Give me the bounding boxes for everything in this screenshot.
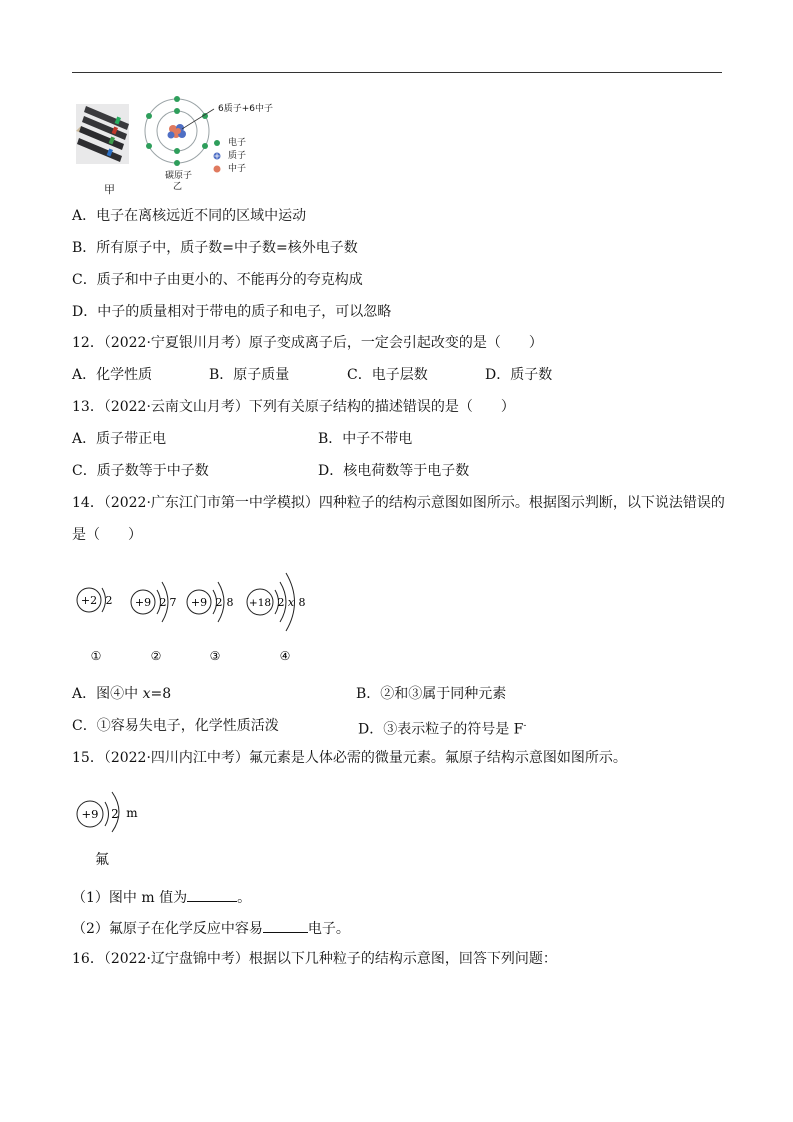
fluorine-shell-1: 2 (111, 807, 119, 821)
q11-option-c: C．质子和中子由更小的、不能再分的夸克构成 (72, 272, 363, 288)
fluorine-caption: 氟 (95, 852, 109, 868)
q14-option-a-var: x (142, 686, 151, 702)
particle-4-nucleus: +18 (248, 597, 272, 609)
q15-sub1 (72, 887, 251, 907)
q14-option-b: B．②和③属于同种元素 (356, 686, 507, 702)
fluorine-shell-2: m (126, 806, 138, 820)
q14-option-d-superscript: - (523, 721, 527, 731)
pencils-caption: 甲 (104, 183, 115, 196)
pencils-image (76, 104, 129, 164)
legend-electron: 电子 (228, 138, 247, 148)
q16-stem: 16．（2022·辽宁盘锦中考）根据以下几种粒子的结构示意图，回答下列问题： (72, 951, 557, 967)
q15-sub2-answer-blank[interactable] (263, 918, 308, 933)
particle-3-nucleus: +9 (190, 596, 208, 609)
legend-icons (212, 138, 222, 176)
particle-2-diagram (131, 582, 177, 663)
particle-1-shell-1: 2 (105, 594, 113, 607)
particle-2-shell-1: 2 (159, 596, 167, 609)
q14-particle-diagrams (72, 556, 342, 668)
q12-option-d: D．质子数 (485, 367, 553, 383)
q14-option-a (72, 685, 171, 703)
fluorine-atom-diagram (72, 776, 152, 840)
particle-1-nucleus: +2 (80, 594, 98, 607)
particle-3-label: ③ (209, 649, 221, 663)
q13-option-b: B．中子不带电 (318, 431, 413, 447)
q11-option-b: B．所有原子中，质子数=中子数=核外电子数 (72, 240, 358, 256)
atom-caption: 碳原子 (165, 171, 193, 181)
legend-proton: 质子 (228, 151, 247, 161)
q12-stem: 12．（2022·宁夏银川月考）原子变成离子后，一定会引起改变的是（ ） (72, 335, 543, 351)
q14-stem: 14．（2022·广东江门市第一中学模拟）四种粒子的结构示意图如图所示。根据图示判断，以下说法错误的 (72, 495, 725, 511)
q13-option-d: D．核电荷数等于电子数 (318, 463, 470, 479)
q14-option-a-prefix: A．图④中 (72, 686, 143, 702)
particle-2-shell-2: 7 (169, 596, 177, 609)
fluorine-nucleus: +9 (81, 807, 99, 821)
q14-option-d (358, 717, 526, 739)
q12-option-b: B．原子质量 (209, 367, 290, 383)
particle-3-shell-2: 8 (226, 596, 234, 609)
atom-nucleus-label: 6质子+6中子 (218, 104, 273, 114)
particle-2-nucleus: +9 (134, 596, 152, 609)
particle-4-diagram (247, 573, 306, 663)
legend-neutron: 中子 (228, 164, 247, 174)
particle-1-diagram (77, 588, 113, 663)
particle-1-label: ① (90, 649, 102, 663)
particle-4-shell-2: x (287, 596, 295, 609)
particle-4-label: ④ (279, 649, 291, 663)
q15-sub2 (72, 918, 350, 938)
atom-caption-sub: 乙 (173, 182, 183, 192)
q15-sub1-end: 。 (237, 890, 252, 906)
particle-3-shell-1: 2 (215, 596, 223, 609)
q13-stem: 13．（2022·云南文山月考）下列有关原子结构的描述错误的是（ ） (72, 399, 515, 415)
q12-option-c: C．电子层数 (347, 367, 428, 383)
q13-option-a: A．质子带正电 (72, 431, 167, 447)
q14-option-c: C．①容易失电子，化学性质活泼 (72, 718, 279, 734)
q15-sub1-answer-blank[interactable] (187, 887, 237, 902)
q14-option-d-text: D．③表示粒子的符号是 F (358, 721, 524, 738)
q14-stem-cont: 是（ ） (72, 527, 142, 543)
particle-4-shell-3: 8 (298, 596, 306, 609)
particle-3-diagram (187, 582, 234, 663)
q14-option-a-suffix: =8 (150, 686, 172, 702)
particle-4-shell-1: 2 (277, 596, 285, 609)
particle-2-label: ② (150, 649, 162, 663)
q13-option-c: C．质子数等于中子数 (72, 463, 209, 479)
q11-option-d: D．中子的质量相对于带电的质子和电子，可以忽略 (72, 304, 392, 320)
header-rule (72, 72, 722, 73)
q12-option-a: A．化学性质 (72, 367, 153, 383)
q15-sub1-text: （1）图中 m 值为 (72, 890, 188, 906)
q15-sub2-text: （2）氟原子在化学反应中容易 (72, 921, 263, 937)
q11-option-a: A．电子在离核远近不同的区域中运动 (72, 208, 307, 224)
q15-sub2-end: 电子。 (307, 921, 350, 937)
q15-stem: 15．（2022·四川内江中考）氟元素是人体必需的微量元素。氟原子结构示意图如图所示。 (72, 750, 627, 766)
